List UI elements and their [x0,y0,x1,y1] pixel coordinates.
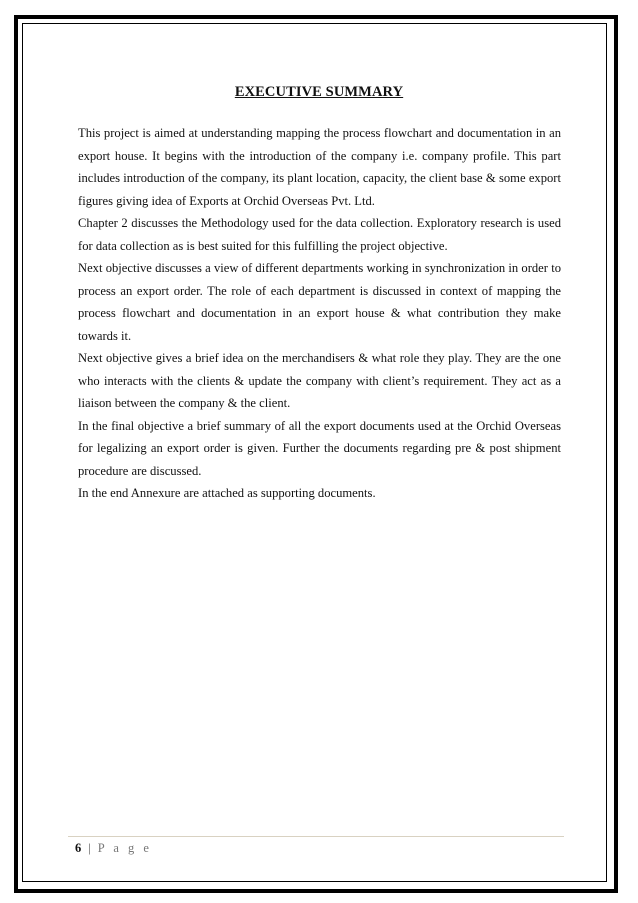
page-label: P a g e [97,841,152,855]
paragraph-intro: This project is aimed at understanding mapping the process flowchart and documentation in an export house. It begins with the introduction of the company i.e. company profile. This part includes introduction of the company, its plant location, capacity, the client base & some export figures giving idea of Exports at Orchid Overseas Pvt. Ltd. [78,126,561,208]
document-body [78,122,561,505]
page-title: EXECUTIVE SUMMARY [234,84,404,100]
paragraph-annexure: In the end Annexure are attached as supporting documents. [78,486,376,500]
footer-separator: | [88,841,94,855]
paragraph-documents: In the final objective a brief summary of all the export documents used at the Orchid Overseas for legalizing an export order is given. Further the documents regarding pre & post shipment procedure are discussed. [78,418,561,478]
page-number: 6 [75,841,85,855]
paragraph-departments: Next objective discusses a view of different departments working in synchronization in order to process an export order. The role of each department is discussed in context of mapping the process flowchart and documentation in an export house & what contribution they make towards it. [78,261,561,343]
paragraph-merchandisers: Next objective gives a brief idea on the merchandisers & what role they play. They are the one who interacts with the clients & update the company with client’s requirement. They act as a liaison between the company & the client. [78,351,561,410]
paragraph-methodology: Chapter 2 discusses the Methodology used for the data collection. Exploratory research is used for data collection as is best suited for this fulfilling the project objective. [78,216,561,253]
page-footer [75,841,152,856]
footer-divider [68,836,564,837]
